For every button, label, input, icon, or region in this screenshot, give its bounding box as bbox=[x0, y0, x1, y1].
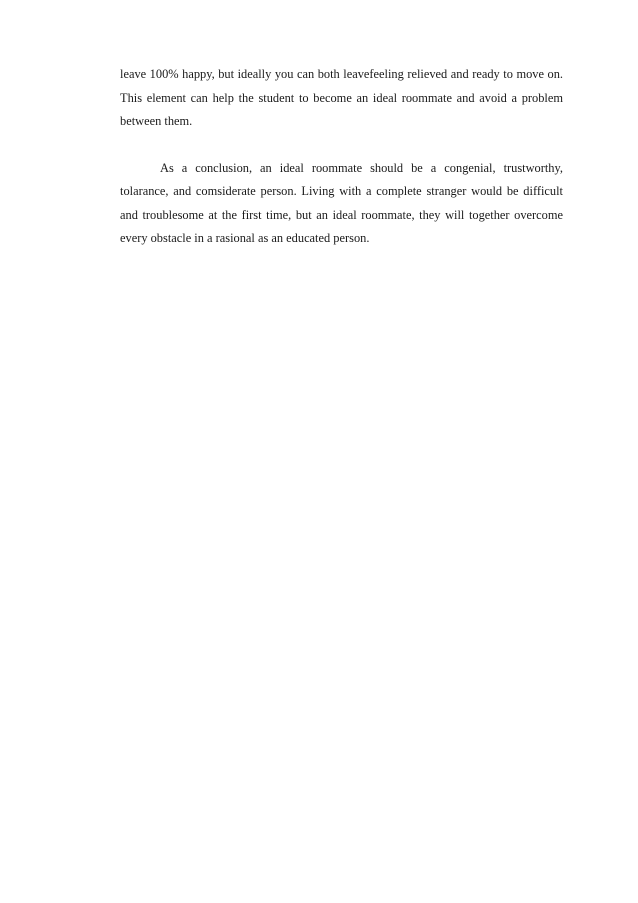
document-body bbox=[120, 63, 563, 251]
paragraph-conclusion: As a conclusion, an ideal roommate should be a congenial, trustworthy, tolarance, and comsiderate person. Living with a complete stranger would be difficult and troublesome at the first time, but an ideal roommate, they will together overcome every obstacle in a rasional as an educated person. bbox=[120, 160, 563, 245]
paragraph-continuation: leave 100% happy, but ideally you can both leavefeeling relieved and ready to move on. This element can help the student to become an ideal roommate and avoid a problem between them. bbox=[120, 67, 563, 128]
